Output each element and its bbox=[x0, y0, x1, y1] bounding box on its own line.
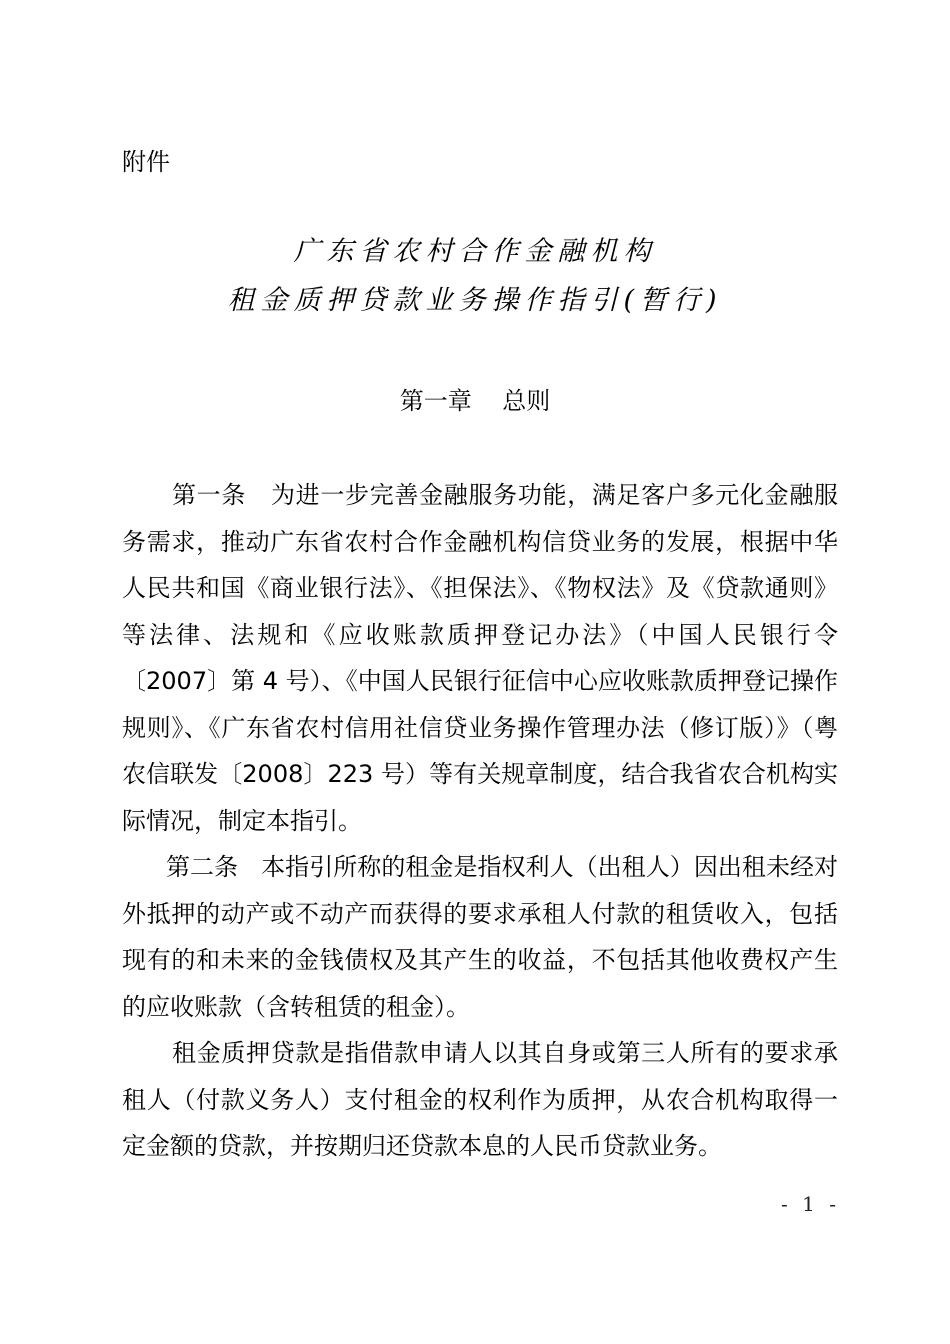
page-number: - 1 - bbox=[781, 1192, 840, 1216]
article-2-number: 第二条 bbox=[166, 853, 239, 881]
article-1-text: 为进一步完善金融服务功能，满足客户多元化金融服务需求，推动广东省农村合作金融机构信贷业务的发展，根据中华人民共和国《商业银行法》、《担保法》、《物权法》及《贷款通则》等法律、法规和《应收账款质押登记办法》（中国人民银行令〔2007〕第 4 号）、《中国人民银行征信中心应收账款质押登记操作规则》、《广东省农村信用社信贷业务操作管理办法（修订版）》（粤农信联发〔2008〕223 号）等有关规章制度，结合我省农合机构实际情况，制定本指引。 bbox=[122, 481, 839, 835]
document-title-line-1: 广东省农村合作金融机构 bbox=[293, 236, 657, 267]
chapter-name: 总则 bbox=[502, 387, 551, 415]
article-2-text: 本指引所称的租金是指权利人（出租人）因出租未经对外抵押的动产或不动产而获得的要求承租人付款的租赁收入，包括现有的和未来的金钱债权及其产生的收益，不包括其他收费权产生的应收账款（含转租赁的租金）。 bbox=[122, 853, 839, 1021]
chapter-number: 第一章 bbox=[399, 387, 472, 415]
chapter-heading bbox=[0, 384, 950, 418]
article-1 bbox=[122, 472, 838, 844]
attachment-label: 附件 bbox=[122, 148, 170, 176]
article-2-paragraph-2: 租金质押贷款是指借款申请人以其自身或第三人所有的要求承租人（付款义务人）支付租金的权利作为质押，从农合机构取得一定金额的贷款，并按期归还贷款本息的人民币贷款业务。 bbox=[122, 1039, 838, 1160]
document-title-line-2: 租金质押贷款业务操作指引(暂行) bbox=[227, 285, 723, 316]
article-2 bbox=[122, 844, 838, 1030]
article-1-number: 第一条 bbox=[172, 481, 247, 509]
